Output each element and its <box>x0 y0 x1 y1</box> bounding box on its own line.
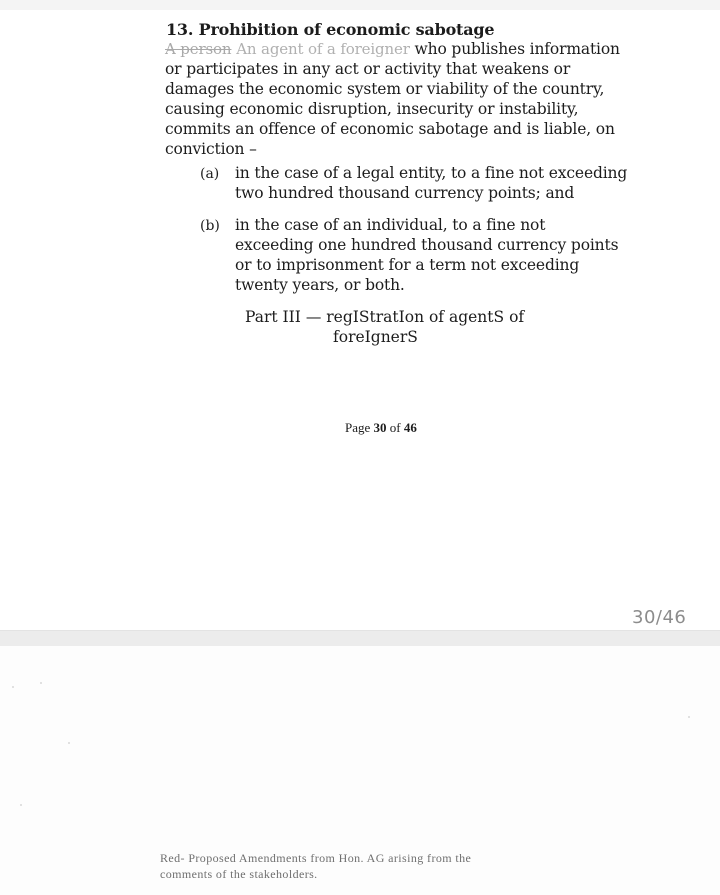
page-number <box>345 420 417 436</box>
page-divider <box>0 630 720 647</box>
page-label-prefix: Page <box>345 420 374 435</box>
top-strip <box>0 0 720 10</box>
paragraph-line-6: conviction – <box>165 140 257 158</box>
item-b-line-3: or to imprisonment for a term not exceeding <box>235 256 580 274</box>
footer-note-line-1: Red- Proposed Amendments from Hon. AG arising from the <box>160 851 472 865</box>
item-b-line-2: exceeding one hundred thousand currency points <box>235 236 619 254</box>
item-b-line-1: in the case of an individual, to a fine not <box>235 216 546 234</box>
pdf-page-31 <box>0 646 720 895</box>
part-title-line-2: foreIgnerS <box>333 328 418 346</box>
item-a-label: (a) <box>200 166 220 182</box>
scan-speck <box>12 686 14 688</box>
paragraph-line-1 <box>165 40 620 58</box>
item-b-label: (b) <box>200 218 220 234</box>
footer-note-line-2: comments of the stakeholders. <box>160 867 318 881</box>
paragraph-line-4: causing economic disruption, insecurity or instability, <box>165 100 579 118</box>
inserted-text: An agent of a foreigner <box>236 40 410 58</box>
page-current: 30 <box>373 420 387 435</box>
scan-speck <box>40 682 42 684</box>
scan-speck <box>688 716 690 718</box>
item-b-line-4: twenty years, or both. <box>235 276 405 294</box>
item-a-line-1: in the case of a legal entity, to a fine not exceeding <box>235 164 628 182</box>
page-counter-indicator: 30/46 <box>632 607 687 628</box>
pdf-page-30 <box>0 10 720 630</box>
line1-rest: who publishes information <box>414 40 620 58</box>
paragraph-line-2: or participates in any act or activity that weakens or <box>165 60 571 78</box>
paragraph-line-3: damages the economic system or viability of the country, <box>165 80 605 98</box>
part-title-line-1: Part III — regIStratIon of agentS of <box>245 308 525 326</box>
scan-speck <box>68 742 70 744</box>
paragraph-line-5: commits an offence of economic sabotage and is liable, on <box>165 120 615 138</box>
scan-speck <box>20 804 22 806</box>
struck-text: A person <box>165 40 232 58</box>
page-total: 46 <box>403 420 417 435</box>
page-label-mid: of <box>386 420 404 435</box>
section-heading: 13. Prohibition of economic sabotage <box>166 20 495 39</box>
item-a-line-2: two hundred thousand currency points; and <box>235 184 575 202</box>
